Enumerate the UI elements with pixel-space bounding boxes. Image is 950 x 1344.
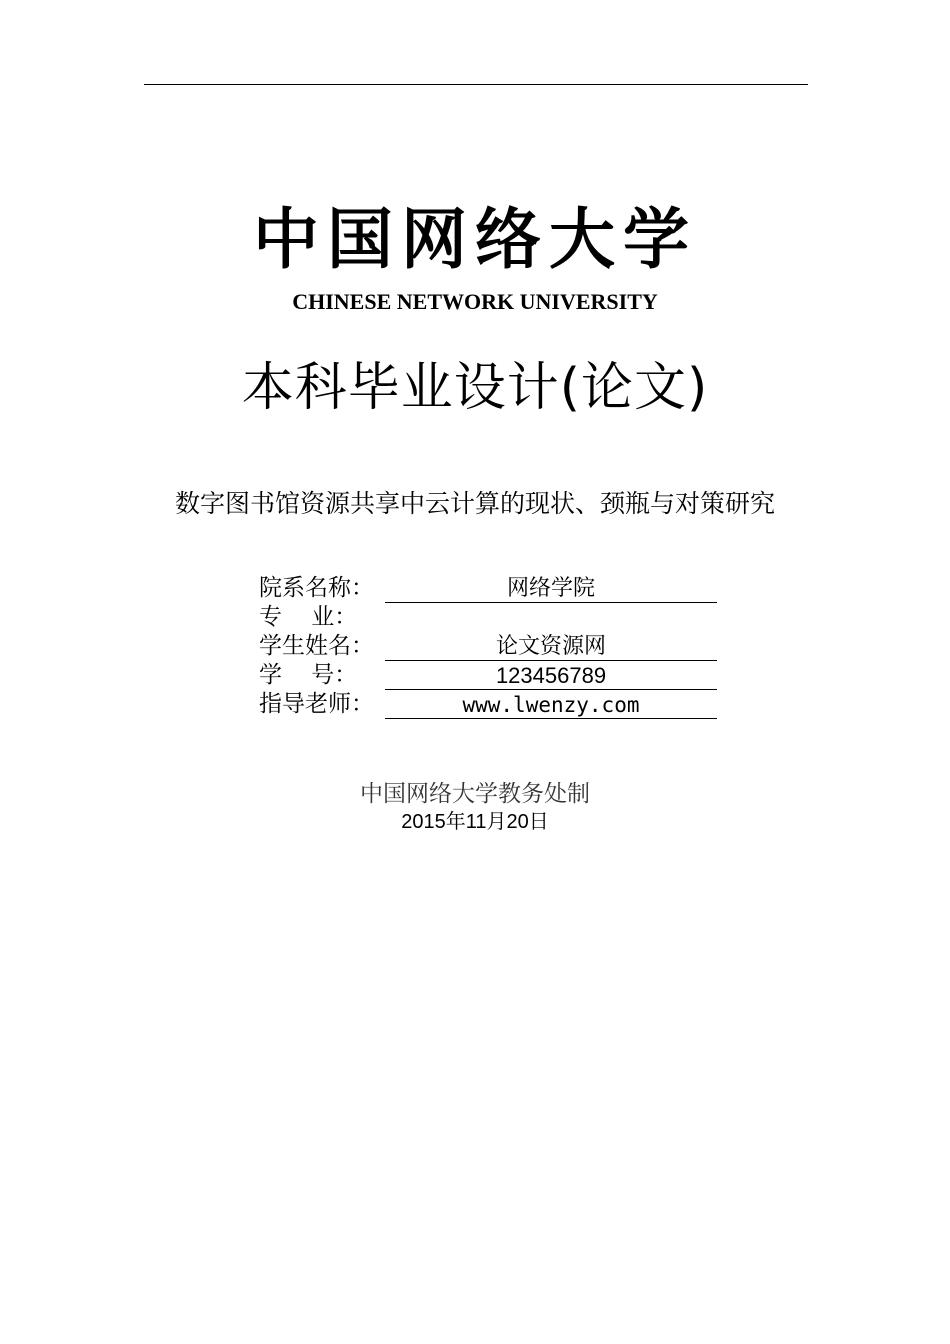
thesis-title: 数字图书馆资源共享中云计算的现状、颈瓶与对策研究 (174, 489, 775, 518)
major-label: 专 业： (259, 604, 358, 630)
university-name-cn: 中国网络大学 (253, 201, 697, 278)
advisor-label: 指导老师： (259, 691, 374, 717)
student-id-value: 123456789 (385, 662, 717, 690)
header-rule (144, 84, 808, 85)
info-row-student (259, 632, 717, 661)
info-row-student-id (259, 661, 717, 690)
department-value: 网络学院 (385, 575, 717, 603)
issue-date: 2015年11月20日 (401, 811, 549, 833)
university-name-en: CHINESE NETWORK UNIVERSITY (292, 289, 658, 314)
info-row-advisor (259, 690, 717, 719)
student-id-label: 学 号： (259, 662, 358, 688)
info-row-department (259, 574, 717, 603)
student-name-value: 论文资源网 (385, 633, 717, 661)
major-value (385, 605, 717, 632)
advisor-value: www.lwenzy.com (385, 691, 717, 719)
info-row-major (259, 603, 717, 632)
student-name-label: 学生姓名： (259, 633, 374, 659)
issuer: 中国网络大学教务处制 (360, 781, 590, 807)
thesis-type: 本科毕业设计(论文) (241, 358, 709, 418)
info-block (259, 574, 717, 719)
department-label: 院系名称： (259, 575, 374, 601)
